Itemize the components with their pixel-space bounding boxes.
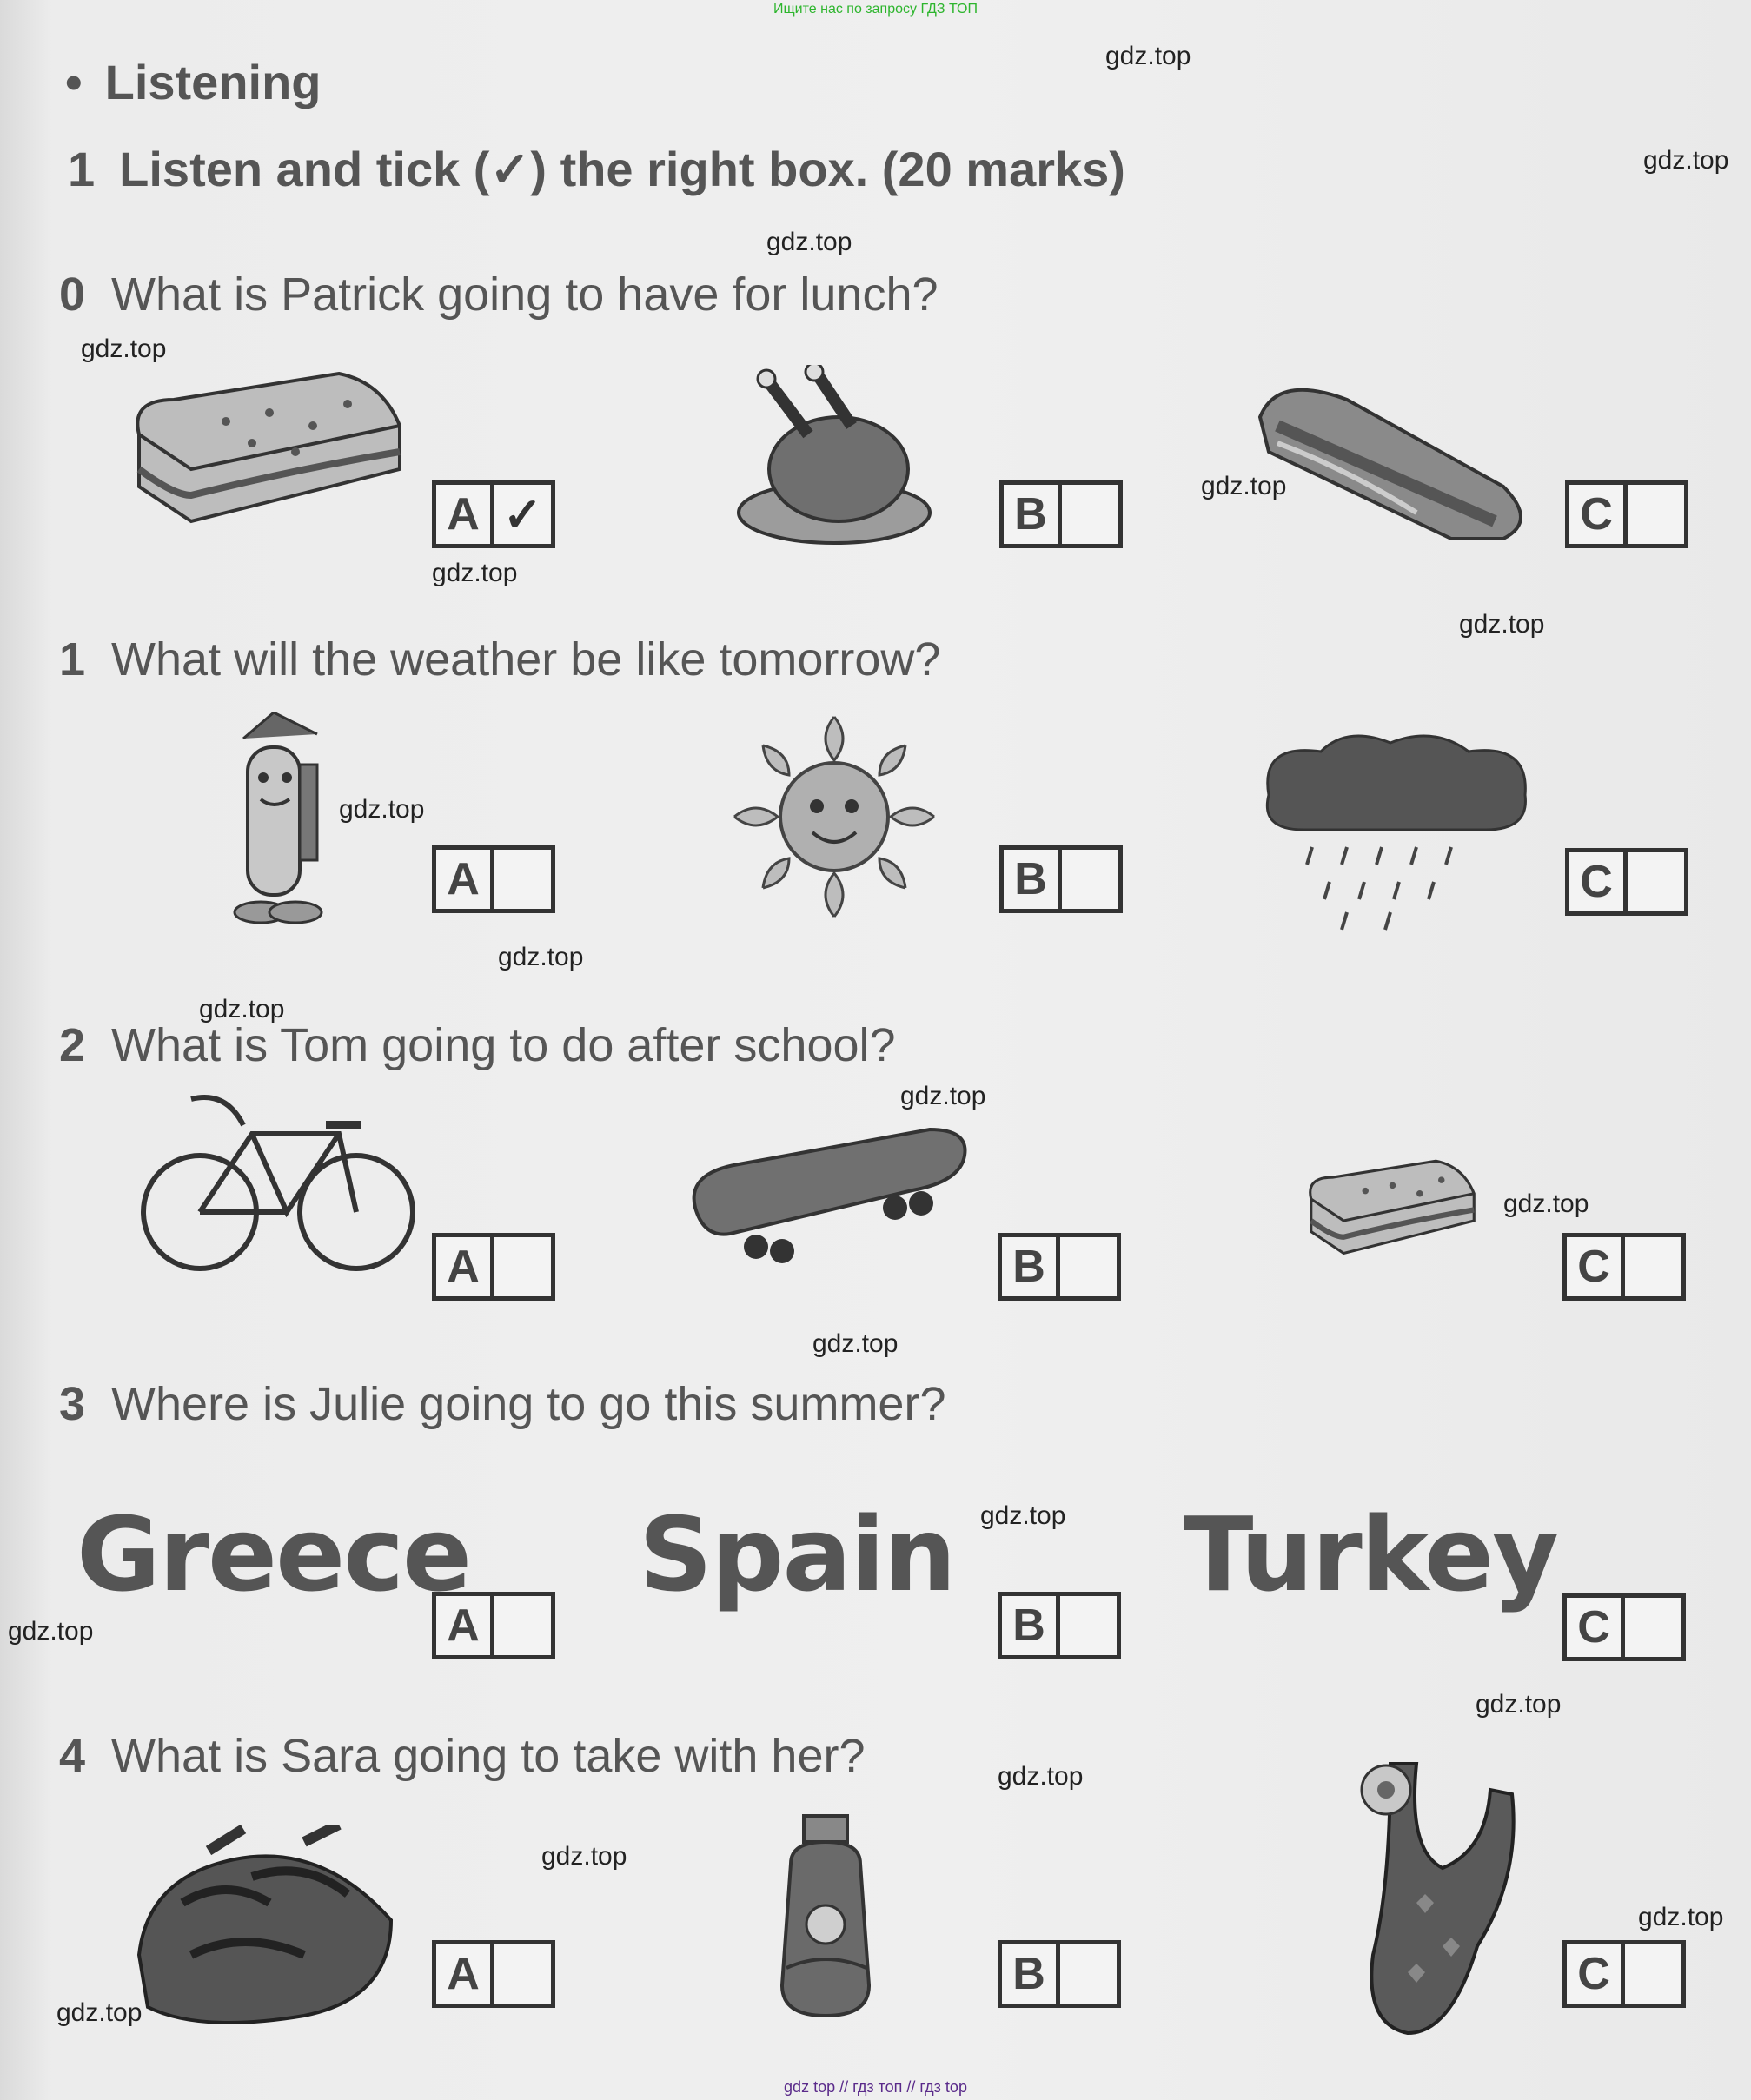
question-text: Where is Julie going to go this summer? (111, 1378, 946, 1430)
tick-mark (1625, 1598, 1681, 1657)
country-spain: Spain (639, 1494, 955, 1614)
search-hint: Ищите нас по запросу ГДЗ ТОП (773, 2, 978, 17)
rain-cloud-icon (1251, 725, 1538, 934)
bullet: • (65, 55, 83, 109)
tick-mark (1625, 1237, 1681, 1296)
task-instruction: Listen and tick (✓) the right box. (20 marks) (119, 142, 1125, 196)
box-letter: A (436, 485, 494, 544)
answer-box-0C[interactable] (1565, 480, 1688, 548)
watermark: gdz.top (56, 1998, 143, 2027)
answer-box-3B[interactable] (998, 1592, 1121, 1659)
watermark: gdz.top (541, 1842, 627, 1871)
watermark: gdz.top (1638, 1903, 1724, 1931)
footer-note: gdz top // гдз топ // гдз top (784, 2078, 967, 2096)
watermark: gdz.top (900, 1082, 986, 1110)
question-0 (59, 268, 939, 321)
box-letter: B (1002, 1944, 1060, 2004)
country-turkey: Turkey (1184, 1494, 1557, 1614)
question-text: What will the weather be like tomorrow? (111, 633, 941, 686)
tick-mark (1062, 850, 1118, 909)
sandwich-icon (1295, 1156, 1490, 1264)
answer-box-2A[interactable] (432, 1233, 555, 1301)
watermark: gdz.top (432, 559, 518, 587)
sandwich-icon (122, 365, 417, 539)
answer-box-0B[interactable] (999, 480, 1123, 548)
tick-mark (494, 1596, 551, 1655)
tick-mark (1628, 485, 1684, 544)
answer-box-3C[interactable] (1562, 1593, 1686, 1661)
question-text: What is Patrick going to have for lunch? (111, 268, 939, 321)
tick-mark (1060, 1596, 1117, 1655)
watermark: gdz.top (998, 1762, 1084, 1791)
tick-mark (494, 850, 551, 909)
hot-dog-icon (1243, 365, 1538, 565)
question-2 (59, 1018, 896, 1072)
box-letter: B (1002, 1237, 1060, 1296)
watermark: gdz.top (1643, 146, 1729, 175)
box-letter: A (436, 850, 494, 909)
box-letter: A (436, 1596, 494, 1655)
section-heading (65, 54, 322, 110)
box-letter: C (1569, 485, 1628, 544)
question-4 (59, 1729, 866, 1783)
box-letter: C (1569, 852, 1628, 911)
watermark: gdz.top (980, 1501, 1066, 1530)
tick-mark (1062, 485, 1118, 544)
question-number: 2 (59, 1019, 86, 1071)
watermark: gdz.top (1503, 1189, 1589, 1218)
box-letter: C (1567, 1237, 1625, 1296)
tick-mark (494, 1237, 551, 1296)
skateboard-icon (686, 1121, 973, 1269)
box-letter: A (436, 1237, 494, 1296)
box-letter: B (1004, 850, 1062, 909)
answer-box-4A[interactable] (432, 1940, 555, 2008)
country-greece: Greece (76, 1494, 471, 1614)
question-text: What is Tom going to do after school? (111, 1019, 896, 1071)
watermark: gdz.top (1105, 42, 1191, 70)
watermark: gdz.top (1459, 610, 1545, 639)
watermark: gdz.top (766, 228, 852, 256)
tick-mark (1060, 1237, 1117, 1296)
watermark: gdz.top (339, 795, 425, 824)
question-number: 3 (59, 1378, 86, 1430)
answer-box-0A[interactable] (432, 480, 555, 548)
question-3 (59, 1377, 945, 1431)
section-label: Listening (104, 55, 322, 109)
bicycle-icon (139, 1073, 417, 1282)
question-number: 1 (59, 633, 86, 686)
watermark: gdz.top (812, 1329, 899, 1358)
answer-box-1B[interactable] (999, 845, 1123, 913)
watermark: gdz.top (81, 335, 167, 363)
answer-box-4B[interactable] (998, 1940, 1121, 2008)
tick-mark: ✓ (502, 488, 543, 541)
sun-icon (730, 712, 939, 921)
sun-cream-bottle-icon (769, 1812, 882, 2020)
answer-box-1C[interactable] (1565, 848, 1688, 916)
tick-mark (1060, 1944, 1117, 2004)
question-text: What is Sara going to take with her? (111, 1730, 866, 1782)
thermometer-icon (213, 712, 335, 930)
box-letter: B (1004, 485, 1062, 544)
box-letter: C (1567, 1944, 1625, 2004)
box-letter: B (1002, 1596, 1060, 1655)
answer-box-4C[interactable] (1562, 1940, 1686, 2008)
answer-box-2C[interactable] (1562, 1233, 1686, 1301)
watermark: gdz.top (1201, 472, 1287, 500)
swimsuit-icon (1338, 1755, 1547, 2042)
roast-chicken-icon (730, 365, 939, 547)
question-number: 4 (59, 1730, 86, 1782)
tick-mark (1625, 1944, 1681, 2004)
watermark: gdz.top (498, 943, 584, 971)
watermark: gdz.top (1476, 1690, 1562, 1719)
watermark: gdz.top (199, 995, 285, 1024)
task-title (68, 141, 1125, 198)
sandals-icon (130, 1825, 400, 2033)
box-letter: A (436, 1944, 494, 2004)
tick-mark (1628, 852, 1684, 911)
tick-mark (494, 1944, 551, 2004)
answer-box-1A[interactable] (432, 845, 555, 913)
answer-box-2B[interactable] (998, 1233, 1121, 1301)
question-number: 0 (59, 268, 86, 321)
question-1 (59, 633, 940, 686)
watermark: gdz.top (8, 1617, 94, 1646)
box-letter: C (1567, 1598, 1625, 1657)
task-number: 1 (68, 142, 96, 196)
